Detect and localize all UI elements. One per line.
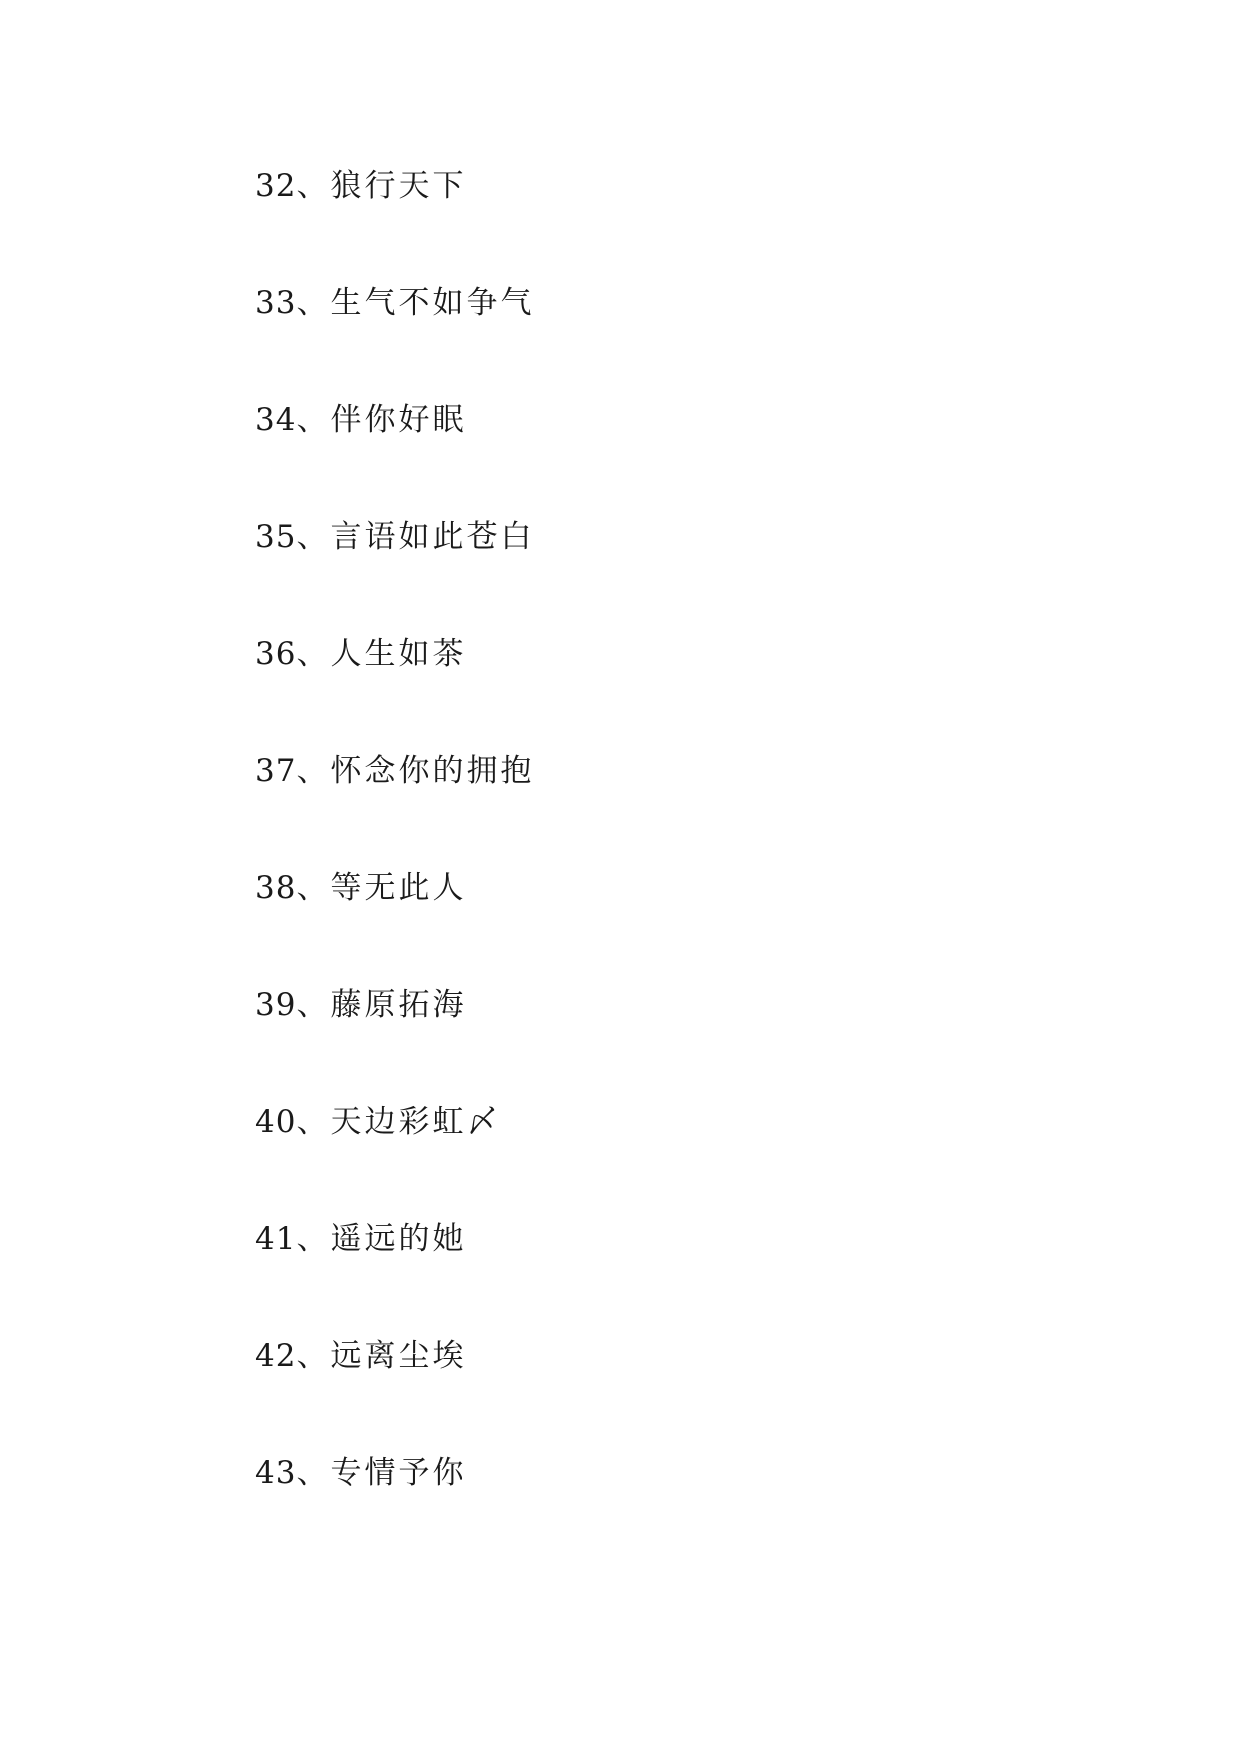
item-number: 33 bbox=[255, 285, 297, 321]
item-number: 39 bbox=[255, 987, 297, 1023]
list-item bbox=[255, 745, 534, 862]
list-item bbox=[255, 1330, 534, 1447]
item-text: 言语如此苍白 bbox=[330, 519, 535, 555]
item-number: 35 bbox=[255, 519, 297, 555]
item-text: 怀念你的拥抱 bbox=[330, 753, 535, 789]
item-separator: 、 bbox=[296, 1104, 331, 1140]
item-number: 41 bbox=[255, 1221, 297, 1257]
item-text: 人生如茶 bbox=[330, 636, 467, 672]
item-text: 远离尘埃 bbox=[330, 1338, 467, 1374]
item-number: 32 bbox=[255, 168, 297, 204]
item-number: 43 bbox=[255, 1455, 297, 1491]
name-list bbox=[255, 160, 534, 1564]
item-separator: 、 bbox=[296, 402, 331, 438]
item-separator: 、 bbox=[296, 519, 331, 555]
item-number: 38 bbox=[255, 870, 297, 906]
item-text: 藤原拓海 bbox=[330, 987, 467, 1023]
list-item bbox=[255, 862, 534, 979]
item-separator: 、 bbox=[296, 1338, 331, 1374]
item-number: 40 bbox=[255, 1104, 297, 1140]
list-item bbox=[255, 1096, 534, 1213]
list-item bbox=[255, 511, 534, 628]
item-text: 等无此人 bbox=[330, 870, 467, 906]
item-text: 遥远的她 bbox=[330, 1221, 467, 1257]
item-number: 36 bbox=[255, 636, 297, 672]
item-text: 生气不如争气 bbox=[330, 285, 535, 321]
list-item bbox=[255, 394, 534, 511]
item-text: 专情予你 bbox=[330, 1455, 467, 1491]
list-item bbox=[255, 1447, 534, 1564]
item-number: 37 bbox=[255, 753, 297, 789]
item-separator: 、 bbox=[296, 285, 331, 321]
item-separator: 、 bbox=[296, 753, 331, 789]
item-text: 伴你好眠 bbox=[330, 402, 467, 438]
item-separator: 、 bbox=[296, 1455, 331, 1491]
list-item bbox=[255, 160, 534, 277]
item-separator: 、 bbox=[296, 636, 331, 672]
item-separator: 、 bbox=[296, 987, 331, 1023]
item-separator: 、 bbox=[296, 168, 331, 204]
item-text: 狼行天下 bbox=[330, 168, 467, 204]
list-item bbox=[255, 277, 534, 394]
list-item bbox=[255, 1213, 534, 1330]
item-text: 天边彩虹〆 bbox=[330, 1104, 501, 1140]
item-number: 34 bbox=[255, 402, 297, 438]
item-separator: 、 bbox=[296, 1221, 331, 1257]
item-separator: 、 bbox=[296, 870, 331, 906]
list-item bbox=[255, 979, 534, 1096]
list-item bbox=[255, 628, 534, 745]
item-number: 42 bbox=[255, 1338, 297, 1374]
